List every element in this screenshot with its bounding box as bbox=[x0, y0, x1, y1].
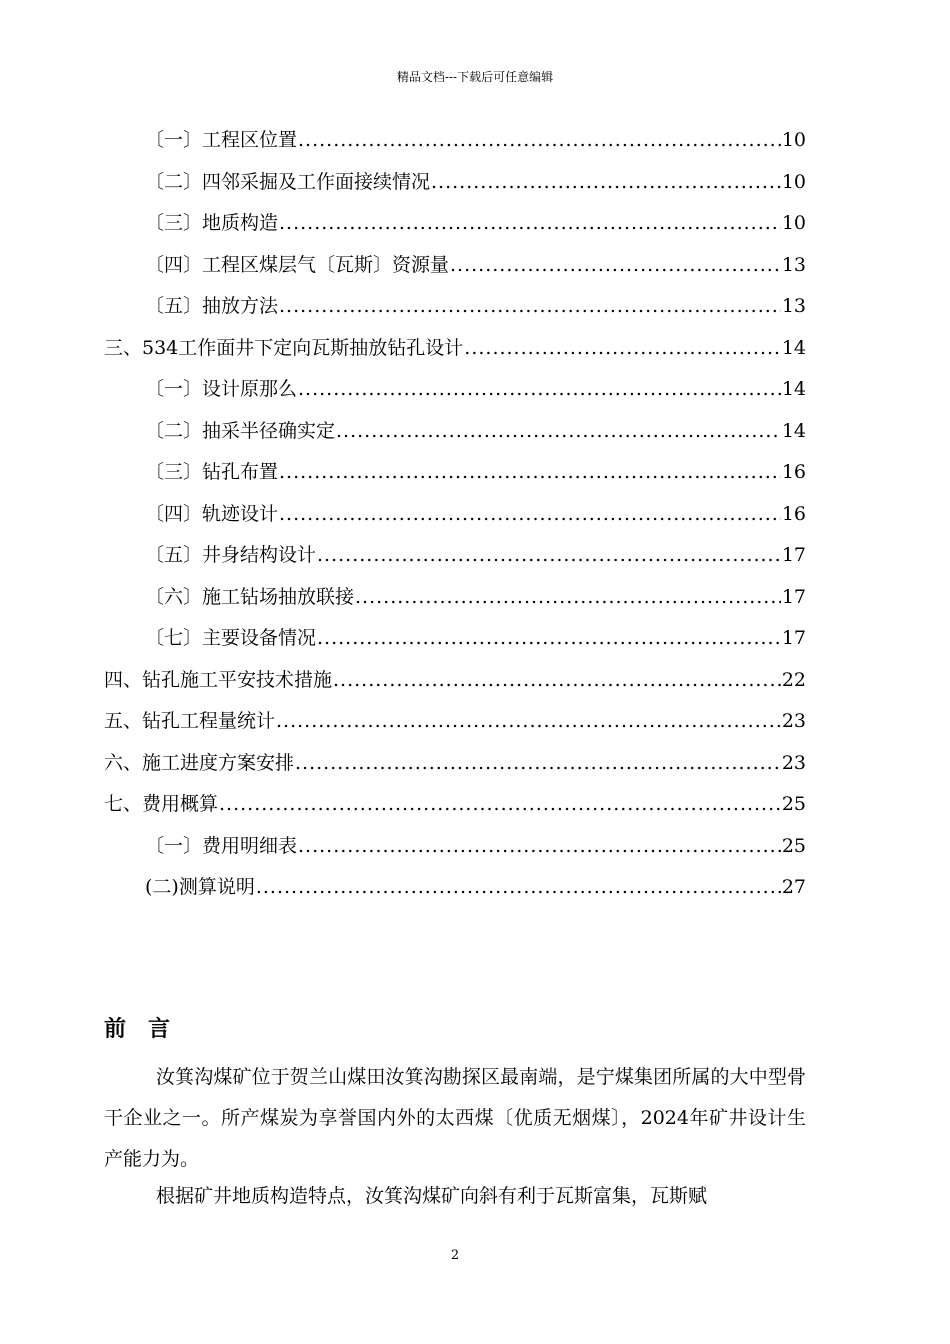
toc-entry-label: 三、534工作面井下定向瓦斯抽放钻孔设计 bbox=[104, 336, 464, 359]
toc-entry[interactable] bbox=[145, 374, 806, 404]
toc-leader-dots bbox=[431, 167, 781, 197]
toc-leader-dots bbox=[317, 623, 781, 653]
toc-leader-dots bbox=[450, 250, 781, 280]
toc-entry[interactable] bbox=[145, 499, 806, 529]
toc-leader-dots bbox=[298, 125, 781, 155]
toc-entry-page: 27 bbox=[781, 876, 806, 898]
toc-entry-label: 〔七〕主要设备情况 bbox=[145, 627, 317, 649]
toc-entry-page: 14 bbox=[781, 336, 806, 359]
toc-entry-page: 14 bbox=[781, 419, 806, 442]
toc-entry[interactable] bbox=[145, 623, 806, 653]
toc-entry[interactable] bbox=[145, 125, 806, 155]
toc-leader-dots bbox=[219, 789, 781, 819]
toc-leader-dots bbox=[279, 291, 781, 321]
toc-entry-page: 16 bbox=[781, 461, 806, 483]
page-header: 精品文档---下载后可任意编辑 bbox=[396, 70, 554, 84]
toc-entry[interactable] bbox=[145, 831, 806, 861]
toc-entry-label: 四、钻孔施工平安技术措施 bbox=[104, 668, 333, 691]
toc-entry-page: 17 bbox=[781, 585, 806, 608]
toc-entry-label: 〔三〕钻孔布置 bbox=[145, 461, 279, 483]
page-number: 2 bbox=[450, 1248, 460, 1263]
toc-entry-label: 〔一〕设计原那么 bbox=[145, 378, 298, 400]
toc-entry[interactable] bbox=[145, 872, 806, 902]
toc-entry[interactable] bbox=[145, 582, 806, 612]
toc-entry-page: 22 bbox=[781, 668, 806, 691]
toc-entry[interactable] bbox=[145, 540, 806, 570]
toc-leader-dots bbox=[295, 748, 781, 778]
toc-leader-dots bbox=[298, 831, 781, 861]
toc-leader-dots bbox=[279, 457, 781, 487]
toc-entry[interactable] bbox=[104, 748, 806, 778]
toc-entry-label: 〔六〕施工钻场抽放联接 bbox=[145, 585, 355, 608]
toc-entry-label: 〔一〕费用明细表 bbox=[145, 834, 298, 857]
toc-entry-label: 〔一〕工程区位置 bbox=[145, 129, 298, 151]
toc-entry[interactable] bbox=[145, 208, 806, 238]
toc-entry-label: 七、费用概算 bbox=[104, 793, 219, 815]
toc-leader-dots bbox=[333, 665, 781, 695]
toc-entry[interactable] bbox=[104, 789, 806, 819]
toc-leader-dots bbox=[464, 333, 781, 363]
toc-leader-dots bbox=[276, 706, 781, 736]
toc-entry-page: 25 bbox=[781, 834, 806, 857]
toc-entry-label: 〔二〕四邻采掘及工作面接续情况 bbox=[145, 170, 431, 193]
toc-entry-label: 六、施工进度方案安排 bbox=[104, 751, 295, 774]
toc-entry-page: 13 bbox=[781, 295, 806, 317]
toc-entry-page: 23 bbox=[781, 751, 806, 774]
toc-entry[interactable] bbox=[104, 706, 806, 736]
toc-entry[interactable] bbox=[145, 457, 806, 487]
section-title: 前言 bbox=[104, 1017, 193, 1042]
toc-entry[interactable] bbox=[145, 250, 806, 280]
toc-entry-label: 五、钻孔工程量统计 bbox=[104, 710, 276, 732]
toc-entry-page: 14 bbox=[781, 378, 806, 400]
toc-entry[interactable] bbox=[104, 665, 806, 695]
toc-entry-page: 13 bbox=[781, 253, 806, 276]
toc-entry-label: (二)测算说明 bbox=[145, 876, 255, 898]
toc-entry-page: 17 bbox=[781, 627, 806, 649]
body-paragraph: 汝箕沟煤矿位于贺兰山煤田汝箕沟勘探区最南端，是宁煤集团所属的大中型骨干企业之一。所产煤炭为享誉国内外的太西煤〔优质无烟煤〕，2024年矿井设计生产能力为。 bbox=[104, 1066, 806, 1170]
toc-entry-label: 〔四〕工程区煤层气〔瓦斯〕资源量 bbox=[145, 253, 450, 276]
toc-leader-dots bbox=[317, 540, 781, 570]
toc-entry-page: 25 bbox=[781, 793, 806, 815]
toc-entry-page: 23 bbox=[781, 710, 806, 732]
body-paragraph: 根据矿井地质构造特点，汝箕沟煤矿向斜有利于瓦斯富集，瓦斯赋 bbox=[156, 1185, 708, 1207]
toc-leader-dots bbox=[298, 374, 781, 404]
toc-entry[interactable] bbox=[145, 291, 806, 321]
toc-entry[interactable] bbox=[104, 333, 806, 363]
toc-leader-dots bbox=[279, 499, 781, 529]
toc-entry[interactable] bbox=[145, 167, 806, 197]
toc-entry-label: 〔五〕井身结构设计 bbox=[145, 544, 317, 566]
toc-entry-page: 17 bbox=[781, 544, 806, 566]
toc-entry[interactable] bbox=[145, 416, 806, 446]
toc-entry-label: 〔五〕抽放方法 bbox=[145, 295, 279, 317]
toc-leader-dots bbox=[336, 416, 781, 446]
toc-leader-dots bbox=[256, 872, 781, 902]
toc-entry-page: 10 bbox=[781, 212, 806, 234]
toc-entry-page: 16 bbox=[781, 502, 806, 525]
toc-leader-dots bbox=[279, 208, 781, 238]
toc-entry-label: 〔三〕地质构造 bbox=[145, 212, 279, 234]
toc-entry-page: 10 bbox=[781, 129, 806, 151]
toc-entry-page: 10 bbox=[781, 170, 806, 193]
toc-entry-label: 〔二〕抽采半径确实定 bbox=[145, 419, 336, 442]
toc-leader-dots bbox=[355, 582, 781, 612]
toc-entry-label: 〔四〕轨迹设计 bbox=[145, 502, 279, 525]
